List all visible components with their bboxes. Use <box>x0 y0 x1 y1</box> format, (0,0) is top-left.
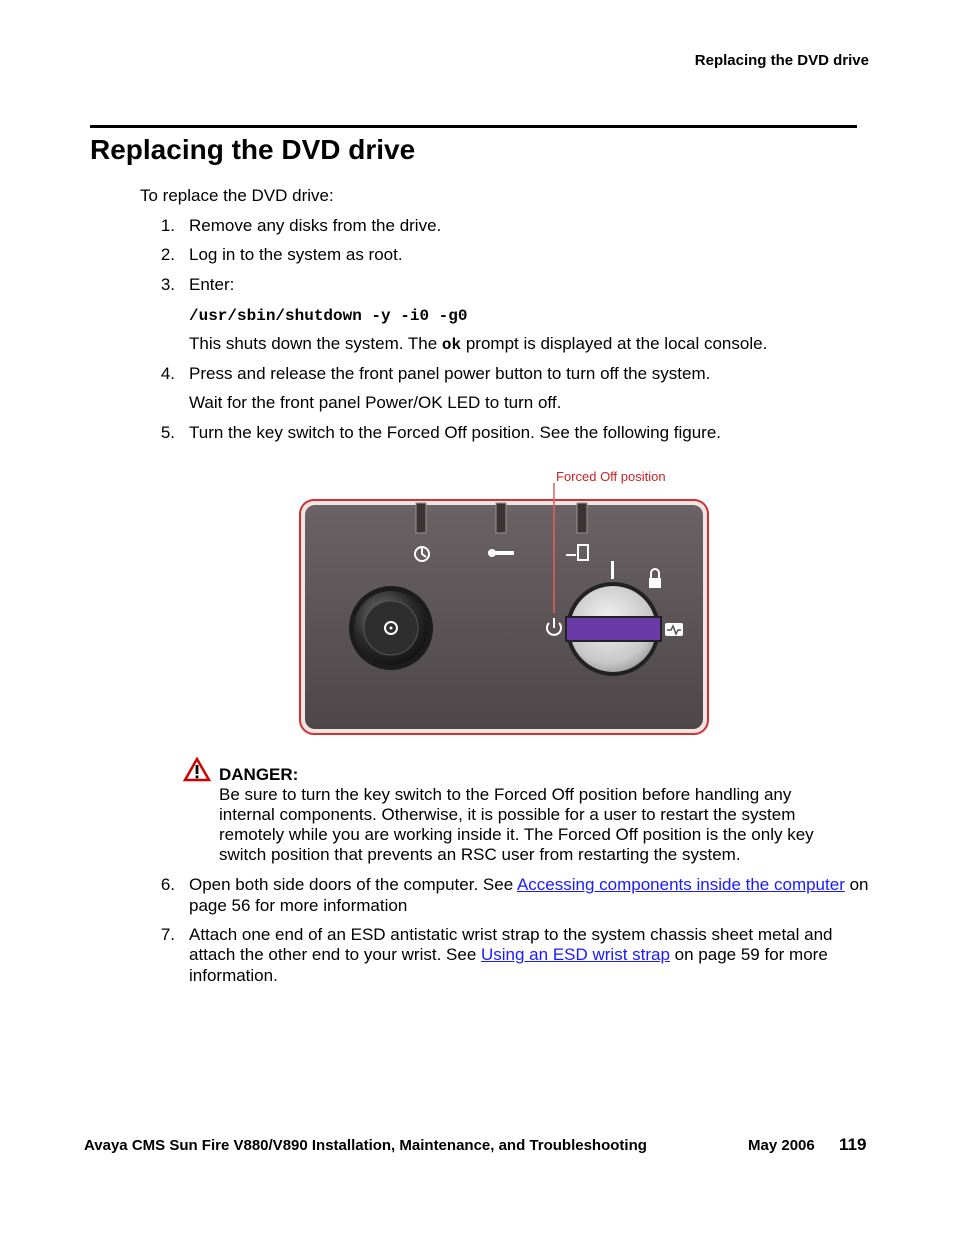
step-text: information. <box>189 966 278 985</box>
callout-label: Forced Off position <box>556 469 666 484</box>
step-number: 5. <box>160 423 175 442</box>
on-position-mark <box>611 561 614 579</box>
step-text: Open both side doors of the computer. See Accessing components inside the computer on <box>189 875 869 894</box>
step-text: Attach one end of an ESD antistatic wrist strap to the system chassis sheet metal and <box>189 925 833 944</box>
danger-text-line: internal components. Otherwise, it is possible for a user to restart the system <box>219 805 796 824</box>
intro-text: To replace the DVD drive: <box>140 186 334 205</box>
step-text: Enter: <box>189 275 235 294</box>
inline-code: ok <box>441 336 462 354</box>
front-panel-figure <box>294 463 714 741</box>
danger-warning-icon <box>183 757 211 782</box>
step-text: Press and release the front panel power button to turn off the system. <box>189 364 711 383</box>
step-note: This shuts down the system. The ok prompt is displayed at the local console. <box>189 334 768 354</box>
running-header: Replacing the DVD drive <box>694 52 869 69</box>
link-esd-wrist-strap[interactable]: Using an ESD wrist strap <box>481 945 670 964</box>
step-text: Remove any disks from the drive. <box>189 216 442 235</box>
section-title: Replacing the DVD drive <box>90 134 416 165</box>
link-accessing-components[interactable]: Accessing components inside the computer <box>516 875 845 894</box>
step-number: 7. <box>160 925 175 944</box>
power-button <box>349 586 433 670</box>
footer-book-title: Avaya CMS Sun Fire V880/V890 Installation, Maintenance, and Troubleshooting <box>84 1137 647 1154</box>
step-text: page 56 for more information <box>189 896 408 915</box>
page-number: 119 <box>839 1135 867 1154</box>
step-number: 4. <box>160 364 175 383</box>
danger-text-line: Be sure to turn the key switch to the Forced Off position before handling any <box>219 785 792 804</box>
diagnostics-icon <box>665 623 683 636</box>
danger-label: DANGER: <box>219 765 299 784</box>
danger-text-line: remotely while you are working inside it. The Forced Off position is the only key <box>219 825 814 844</box>
danger-text-line: switch position that prevents an RSC user from restarting the system. <box>219 845 741 864</box>
step-note: Wait for the front panel Power/OK LED to turn off. <box>189 393 562 412</box>
footer-date: May 2006 <box>748 1137 815 1154</box>
step-text: attach the other end to your wrist. See Using an ESD wrist strap on page 59 for more <box>189 945 828 964</box>
step-number: 6. <box>160 875 175 894</box>
step-number: 1. <box>160 216 175 235</box>
step-text: Turn the key switch to the Forced Off position. See the following figure. <box>189 423 721 442</box>
step-number: 2. <box>160 245 175 264</box>
title-rule <box>90 125 857 128</box>
command-line: /usr/sbin/shutdown -y -i0 -g0 <box>189 307 468 325</box>
step-number: 3. <box>160 275 175 294</box>
step-text: Log in to the system as root. <box>189 245 403 264</box>
